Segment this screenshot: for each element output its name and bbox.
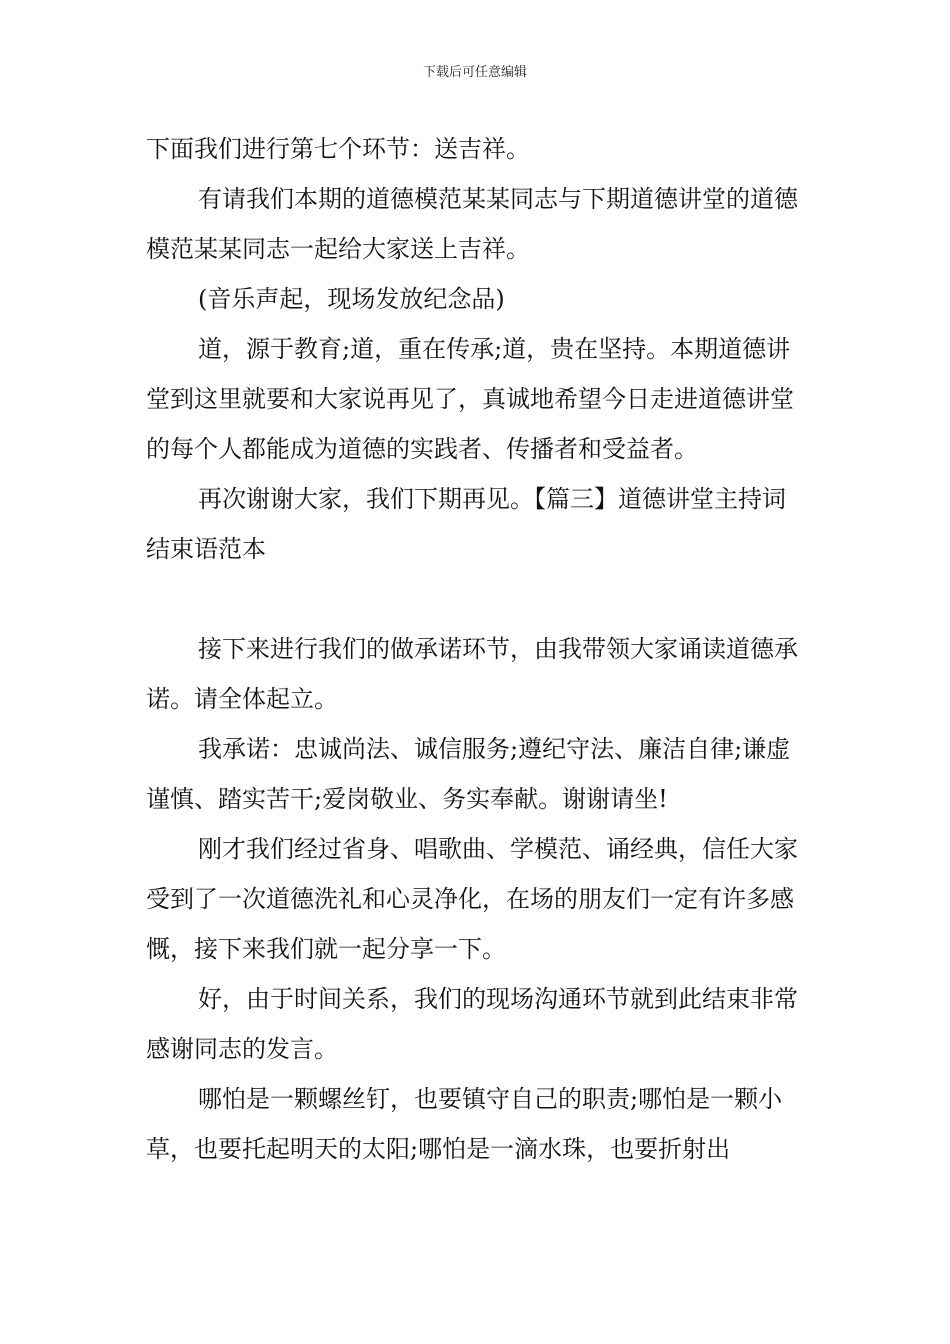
document-body [146, 124, 808, 1174]
paragraph-gap [146, 574, 808, 624]
paragraph: (音乐声起，现场发放纪念品) [198, 285, 505, 313]
paragraph: 刚才我们经过省身、唱歌曲、学模范、诵经典，信任大家受到了一次道德洗礼和心灵净化，在场的朋友们一定有许多感慨，接下来我们就一起分享一下。 [146, 835, 798, 963]
paragraph: 我承诺：忠诚尚法、诚信服务;遵纪守法、廉洁自律;谦虚谨慎、踏实苦干;爱岗敬业、务实奉献。谢谢请坐! [146, 735, 791, 813]
paragraph: 道，源于教育;道，重在传承;道，贵在坚持。本期道德讲堂到这里就要和大家说再见了，真诚地希望今日走进道德讲堂的每个人都能成为道德的实践者、传播者和受益者。 [146, 335, 794, 463]
paragraph: 好，由于时间关系，我们的现场沟通环节就到此结束非常感谢同志的发言。 [146, 985, 798, 1063]
paragraph: 接下来进行我们的做承诺环节，由我带领大家诵读道德承诺。请全体起立。 [146, 635, 798, 713]
paragraph: 再次谢谢大家，我们下期再见。【篇三】道德讲堂主持词结束语范本 [146, 485, 786, 563]
paragraph: 下面我们进行第七个环节：送吉祥。 [146, 135, 530, 163]
paragraph: 有请我们本期的道德模范某某同志与下期道德讲堂的道德模范某某同志一起给大家送上吉祥。 [146, 185, 798, 263]
page-header: 下载后可任意编辑 [422, 65, 527, 80]
paragraph: 哪怕是一颗螺丝钉，也要镇守自己的职责;哪怕是一颗小草，也要托起明天的太阳;哪怕是一滴水珠，也要折射出 [146, 1085, 783, 1163]
